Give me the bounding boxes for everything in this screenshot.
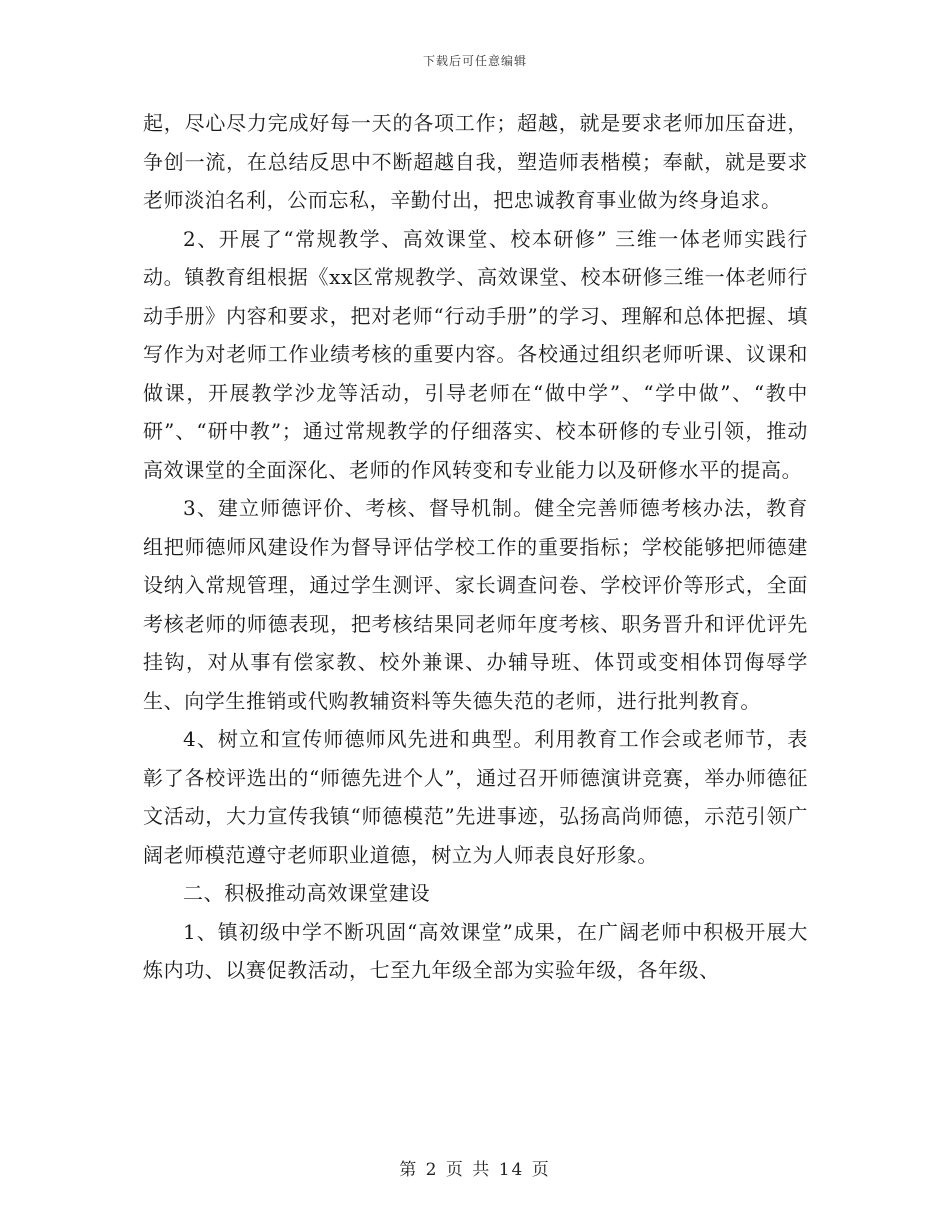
document-body [143,104,808,990]
header-note: 下载后可任意编辑 [422,54,527,68]
paragraph: 1、镇初级中学不断巩固“高效课堂”成果，在广阔老师中积极开展大炼内功、以赛促教活动，七至九年级全部为实验年级，各年级、 [143,919,808,982]
section-heading: 二、积极推动高效课堂建设 [183,881,431,905]
page-number: 第 2 页 共 14 页 [399,1160,551,1180]
paragraph: 4、树立和宣传师德师风先进和典型。利用教育工作会或老师节，表彰了各校评选出的“师德先进个人”，通过召开师德演讲竞赛，举办师德征文活动，大力宣传我镇“师德模范”先进事迹，弘扬高尚师德，示范引领广阔老师模范遵守老师职业道德，树立为人师表良好形象。 [143,727,808,867]
paragraph: 2、开展了“常规教学、高效课堂、校本研修” 三维一体老师实践行动。镇教育组根据《xx区常规教学、高效课堂、校本研修三维一体老师行动手册》内容和要求，把对老师“行动手册”的学习、理解和总体把握、填写作为对老师工作业绩考核的重要内容。各校通过组织老师听课、议课和做课，开展教学沙龙等活动，引导老师在“做中学”、“学中做”、“教中研”、“研中教”；通过常规教学的仔细落实、校本研修的专业引领，推动高效课堂的全面深化、老师的作风转变和专业能力以及研修水平的提高。 [143,226,808,482]
paragraph: 3、建立师德评价、考核、督导机制。健全完善师德考核办法，教育组把师德师风建设作为督导评估学校工作的重要指标；学校能够把师德建设纳入常规管理，通过学生测评、家长调查问卷、学校评价等形式，全面考核老师的师德表现，把考核结果同老师年度考核、职务晋升和评优评先挂钩，对从事有偿家教、校外兼课、办辅导班、体罚或变相体罚侮辱学生、向学生推销或代购教辅资料等失德失范的老师，进行批判教育。 [143,496,808,713]
paragraph: 起，尽心尽力完成好每一天的各项工作；超越，就是要求老师加压奋进，争创一流，在总结反思中不断超越自我，塑造师表楷模；奉献，就是要求老师淡泊名利，公而忘私，辛勤付出，把忠诚教育事业做为终身追求。 [143,111,808,212]
